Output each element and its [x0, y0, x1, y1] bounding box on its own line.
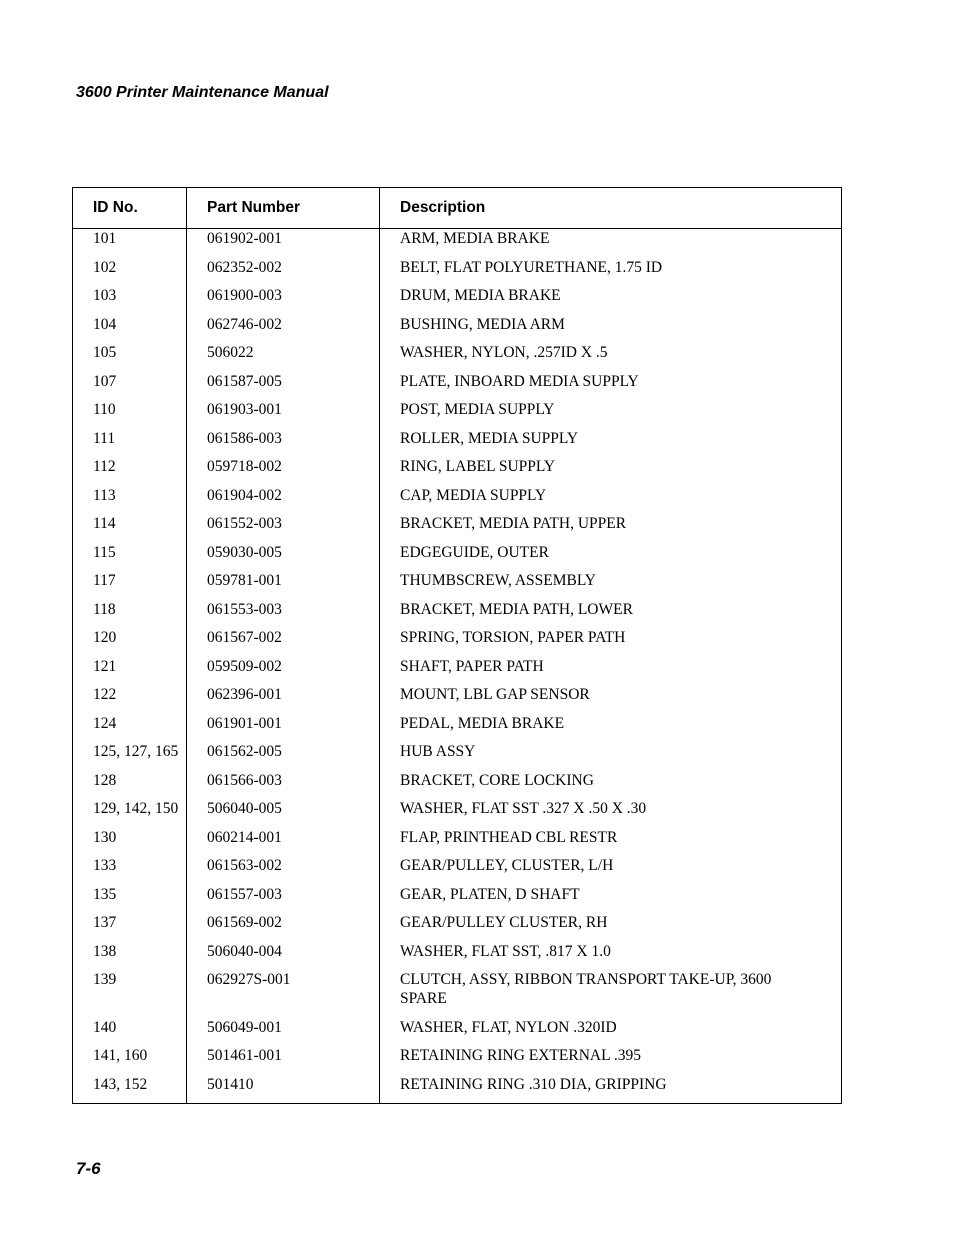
cell-id: 125, 127, 165 — [73, 742, 187, 771]
cell-id: 143, 152 — [73, 1075, 187, 1103]
cell-id: 121 — [73, 657, 187, 686]
table-header — [73, 188, 841, 229]
cell-id: 117 — [73, 571, 187, 600]
cell-description: WASHER, NYLON, .257ID X .5 — [400, 344, 608, 361]
cell-description: BRACKET, MEDIA PATH, LOWER — [400, 600, 633, 618]
cell-part-number: 501461-001 — [187, 1046, 380, 1075]
cell-id: 133 — [73, 856, 187, 885]
cell-id: 139 — [73, 970, 187, 1018]
cell-part-number: 061552-003 — [187, 514, 380, 543]
cell-id: 135 — [73, 885, 187, 914]
table-row — [73, 229, 841, 258]
cell-description: EDGEGUIDE, OUTER — [400, 543, 549, 561]
cell-id: 118 — [73, 600, 187, 629]
table-body — [73, 229, 841, 1103]
table-row — [73, 343, 841, 372]
cell-part-number: 061557-003 — [187, 885, 380, 914]
cell-description: SPRING, TORSION, PAPER PATH — [400, 629, 626, 646]
table-row — [73, 828, 841, 857]
cell-id: 101 — [73, 229, 187, 258]
table-row — [73, 714, 841, 743]
cell-part-number: 062396-001 — [187, 685, 380, 714]
cell-part-number: 061900-003 — [187, 286, 380, 315]
cell-id: 137 — [73, 913, 187, 942]
cell-description: RETAINING RING .310 DIA, GRIPPING — [400, 1075, 667, 1093]
table-row — [73, 400, 841, 429]
table-row — [73, 543, 841, 572]
cell-part-number: 062352-002 — [187, 258, 380, 287]
cell-id: 104 — [73, 315, 187, 344]
cell-part-number: 061567-002 — [187, 628, 380, 657]
cell-part-number: 061903-001 — [187, 400, 380, 429]
table-row — [73, 771, 841, 800]
cell-part-number: 061901-001 — [187, 714, 380, 743]
page-number: 7-6 — [76, 1159, 101, 1178]
cell-part-number: 061563-002 — [187, 856, 380, 885]
cell-part-number: 061562-005 — [187, 742, 380, 771]
table-row — [73, 913, 841, 942]
cell-description: RETAINING RING EXTERNAL .395 — [400, 1047, 641, 1064]
cell-description: THUMBSCREW, ASSEMBLY — [400, 572, 596, 589]
cell-description: PLATE, INBOARD MEDIA SUPPLY — [400, 372, 639, 390]
cell-part-number: 061553-003 — [187, 600, 380, 629]
cell-part-number: 506040-005 — [187, 799, 380, 828]
cell-description: DRUM, MEDIA BRAKE — [400, 287, 561, 304]
cell-description: PEDAL, MEDIA BRAKE — [400, 714, 565, 732]
cell-id: 122 — [73, 685, 187, 714]
cell-part-number: 062927S-001 — [187, 970, 380, 1018]
cell-id: 103 — [73, 286, 187, 315]
cell-id: 115 — [73, 543, 187, 572]
cell-part-number: 061586-003 — [187, 429, 380, 458]
table-row — [73, 372, 841, 401]
cell-id: 111 — [73, 429, 187, 458]
cell-description: POST, MEDIA SUPPLY — [400, 401, 555, 418]
cell-description: CAP, MEDIA SUPPLY — [400, 486, 547, 504]
cell-part-number: 059509-002 — [187, 657, 380, 686]
table-row — [73, 600, 841, 629]
cell-id: 138 — [73, 942, 187, 971]
cell-description: BRACKET, CORE LOCKING — [400, 771, 594, 789]
cell-id: 114 — [73, 514, 187, 543]
cell-id: 129, 142, 150 — [73, 799, 187, 828]
cell-part-number: 059030-005 — [187, 543, 380, 572]
table-row — [73, 885, 841, 914]
table-row — [73, 970, 841, 1018]
cell-id: 113 — [73, 486, 187, 515]
cell-id: 130 — [73, 828, 187, 857]
cell-id: 105 — [73, 343, 187, 372]
table-row — [73, 742, 841, 771]
cell-id: 141, 160 — [73, 1046, 187, 1075]
cell-description: ARM, MEDIA BRAKE — [400, 230, 550, 247]
table-row — [73, 486, 841, 515]
cell-part-number: 059718-002 — [187, 457, 380, 486]
cell-id: 112 — [73, 457, 187, 486]
column-header-part-number: Part Number — [187, 188, 380, 228]
table-row — [73, 286, 841, 315]
cell-id: 128 — [73, 771, 187, 800]
cell-description: CLUTCH, ASSY, RIBBON TRANSPORT TAKE-UP, 3600 SPARE — [400, 971, 772, 1007]
cell-part-number: 506049-001 — [187, 1018, 380, 1047]
cell-part-number: 501410 — [187, 1075, 380, 1103]
cell-description: RING, LABEL SUPPLY — [400, 458, 556, 475]
table-row — [73, 514, 841, 543]
table-row — [73, 429, 841, 458]
cell-description: ROLLER, MEDIA SUPPLY — [400, 429, 579, 447]
table-row — [73, 571, 841, 600]
table-row — [73, 942, 841, 971]
table-row — [73, 457, 841, 486]
cell-part-number: 506040-004 — [187, 942, 380, 971]
cell-part-number: 059781-001 — [187, 571, 380, 600]
cell-description: GEAR, PLATEN, D SHAFT — [400, 885, 580, 903]
cell-part-number: 061904-002 — [187, 486, 380, 515]
cell-description: WASHER, FLAT SST .327 X .50 X .30 — [400, 800, 647, 817]
cell-description: WASHER, FLAT, NYLON .320ID — [400, 1018, 617, 1036]
table-row — [73, 856, 841, 885]
table-row — [73, 258, 841, 287]
cell-description: SHAFT, PAPER PATH — [400, 657, 544, 675]
cell-part-number: 506022 — [187, 343, 380, 372]
cell-description: GEAR/PULLEY, CLUSTER, L/H — [400, 857, 614, 874]
cell-description: HUB ASSY — [400, 743, 476, 760]
table-row — [73, 685, 841, 714]
cell-description: MOUNT, LBL GAP SENSOR — [400, 686, 590, 703]
table-row — [73, 628, 841, 657]
page-header-title: 3600 Printer Maintenance Manual — [76, 84, 329, 101]
cell-id: 102 — [73, 258, 187, 287]
cell-description: BRACKET, MEDIA PATH, UPPER — [400, 515, 627, 532]
parts-table — [72, 187, 842, 1104]
table-row — [73, 1018, 841, 1047]
cell-description: FLAP, PRINTHEAD CBL RESTR — [400, 828, 618, 846]
column-header-id: ID No. — [73, 188, 187, 228]
cell-part-number: 061902-001 — [187, 229, 380, 258]
cell-id: 140 — [73, 1018, 187, 1047]
cell-part-number: 061569-002 — [187, 913, 380, 942]
cell-description: BUSHING, MEDIA ARM — [400, 315, 565, 333]
cell-part-number: 061566-003 — [187, 771, 380, 800]
column-header-description: Description — [400, 199, 486, 216]
cell-id: 120 — [73, 628, 187, 657]
cell-id: 107 — [73, 372, 187, 401]
cell-part-number: 061587-005 — [187, 372, 380, 401]
cell-id: 124 — [73, 714, 187, 743]
cell-id: 110 — [73, 400, 187, 429]
table-row — [73, 1075, 841, 1103]
cell-description: BELT, FLAT POLYURETHANE, 1.75 ID — [400, 258, 663, 276]
cell-part-number: 062746-002 — [187, 315, 380, 344]
table-row — [73, 799, 841, 828]
table-row — [73, 315, 841, 344]
table-row — [73, 1046, 841, 1075]
cell-description: GEAR/PULLEY CLUSTER, RH — [400, 914, 608, 931]
table-row — [73, 657, 841, 686]
cell-description: WASHER, FLAT SST, .817 X 1.0 — [400, 942, 611, 960]
cell-part-number: 060214-001 — [187, 828, 380, 857]
